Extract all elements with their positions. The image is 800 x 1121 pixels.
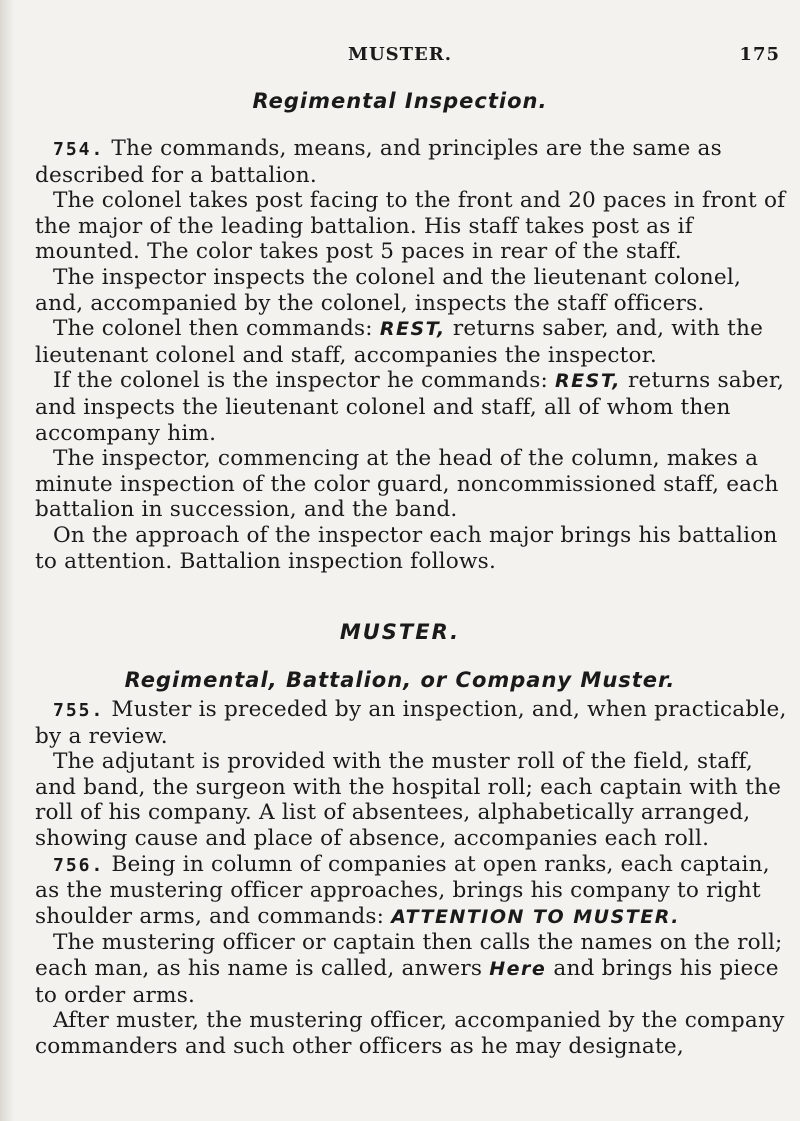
paragraph-text: After muster, the mustering officer, accompanied by the company commanders and such other officers as he may designate, xyxy=(35,1008,785,1059)
command-text: REST, xyxy=(379,318,446,341)
paragraph-text: The colonel takes post facing to the front and 20 paces in front of the major of the leading battalion. His staff takes post as if mounted. The color takes post 5 paces in rear of the staff. xyxy=(35,188,786,265)
paragraph-text: If the colonel is the inspector he commands: xyxy=(53,368,556,394)
paragraph-text: The adjutant is provided with the muster roll of the field, staff, and band, the surgeon with the hospital roll; each captain with the roll of his company. A list of absentees, alphabetically arranged, showing cause and place of absence, accompanies each roll. xyxy=(35,749,782,851)
paragraph xyxy=(35,749,790,851)
paragraph xyxy=(35,446,790,523)
paragraph-number: 755. xyxy=(53,700,105,721)
paragraph-text: The inspector, commencing at the head of the column, makes a minute inspection of the color guard, noncommissioned staff, each battalion in succession, and the band. xyxy=(35,446,779,523)
paragraph-number: 756. xyxy=(53,854,105,876)
paragraph-number: 754. xyxy=(53,139,105,160)
page-gutter-shadow xyxy=(0,0,14,1121)
paragraph-text: and brings his piece to order arms. xyxy=(35,955,779,1008)
paragraph xyxy=(35,523,790,574)
paragraph-756 xyxy=(35,852,790,931)
paragraph-text: The commands, means, and principles are the same as described for a battalion. xyxy=(35,136,722,188)
paragraph-text: Muster is preceded by an inspection, and, when practicable, by a review. xyxy=(35,697,787,749)
running-head xyxy=(0,44,800,68)
section-body-muster xyxy=(35,697,790,1059)
paragraph-754 xyxy=(35,136,790,188)
paragraph xyxy=(35,316,790,368)
section-body-inspection xyxy=(35,136,790,574)
paragraph-755 xyxy=(35,697,790,749)
paragraph-text: On the approach of the inspector each major brings his battalion to attention. Battalion inspection follows. xyxy=(35,522,778,574)
section-heading-regimental-inspection: Regimental Inspection. xyxy=(252,89,548,113)
paragraph-text: The colonel then commands: xyxy=(53,316,380,342)
paragraph xyxy=(35,368,790,446)
section-heading-muster: MUSTER. xyxy=(339,620,461,644)
paragraph xyxy=(35,930,790,1008)
paragraph-text: returns saber, and, with the lieutenant colonel and staff, accompanies the inspector. xyxy=(35,316,764,368)
command-text: ATTENTION TO MUSTER. xyxy=(391,905,680,928)
page-number: 175 xyxy=(739,44,780,65)
paragraph xyxy=(35,188,790,265)
paragraph-text: returns saber, and inspects the lieutenant colonel and staff, all of whom then accompany him. xyxy=(35,368,785,446)
paragraph-text: Being in column of companies at open ranks, each captain, as the mustering officer approaches, brings his company to right shoulder arms, and commands: xyxy=(35,851,770,929)
paragraph-text: The mustering officer or captain then calls the names on the roll; each man, as his name is called, anwers xyxy=(35,930,783,981)
command-text: REST, xyxy=(555,370,621,393)
paragraph-text: The inspector inspects the colonel and the lieutenant colonel, and, accompanied by the colonel, inspects the staff officers. xyxy=(35,264,742,316)
command-text: Here xyxy=(489,957,547,980)
section-subheading-muster: Regimental, Battalion, or Company Muster. xyxy=(124,668,676,692)
paragraph xyxy=(35,1008,790,1059)
running-title: MUSTER. xyxy=(348,44,452,65)
paragraph xyxy=(35,265,790,316)
